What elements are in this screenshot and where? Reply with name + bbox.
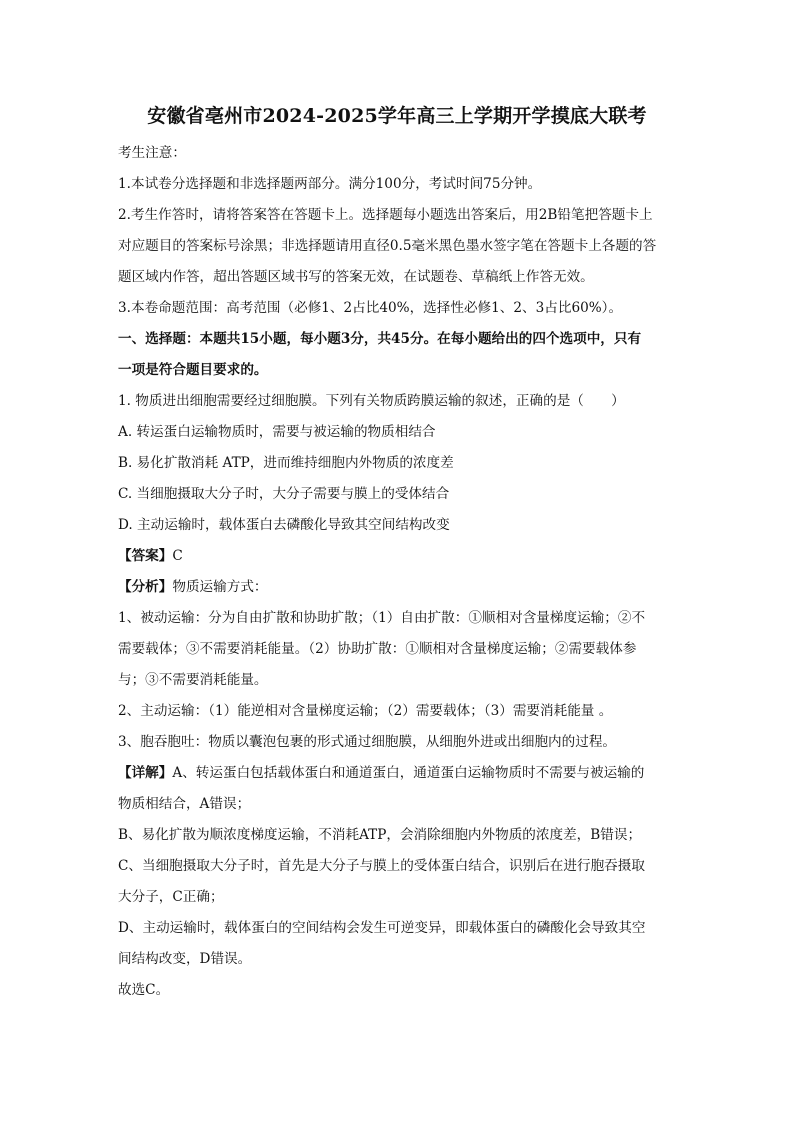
- analysis-line: 需要载体；③不需要消耗能量。（2）协助扩散：①顺相对含量梯度运输；②需要载体参: [118, 641, 637, 657]
- detail-line: B、易化扩散为顺浓度梯度运输，不消耗ATP，会消除细胞内外物质的浓度差，B错误；: [118, 827, 642, 843]
- detail-line: 物质相结合，A错误；: [118, 796, 251, 812]
- answer-value: C: [172, 548, 183, 564]
- notice-line: 3.本卷命题范围：高考范围（必修1、2占比40%，选择性必修1、2、3占比60%）。: [118, 300, 623, 316]
- conclusion-line: 故选C。: [118, 982, 170, 998]
- analysis-line: 1、被动运输：分为自由扩散和协助扩散；（1）自由扩散：①顺相对含量梯度运输；②不: [118, 610, 646, 626]
- option-c: C. 当细胞摄取大分子时，大分子需要与膜上的受体结合: [118, 486, 450, 502]
- option-a: A. 转运蛋白运输物质时，需要与被运输的物质相结合: [118, 424, 436, 440]
- document-title: 安徽省亳州市2024-2025学年高三上学期开学摸底大联考: [147, 105, 647, 127]
- option-b: B. 易化扩散消耗 ATP，进而维持细胞内外物质的浓度差: [118, 455, 454, 471]
- analysis-intro: 物质运输方式：: [172, 579, 268, 595]
- answer-line: [118, 541, 676, 572]
- notice-heading: 考生注意：: [118, 145, 186, 161]
- detail-line: C、当细胞摄取大分子时，首先是大分子与膜上的受体蛋白结合，识别后在进行胞吞摄取: [118, 858, 645, 874]
- question-stem: 1. 物质进出细胞需要经过细胞膜。下列有关物质跨膜运输的叙述，正确的是（ ）: [118, 393, 625, 409]
- analysis-line: 与；③不需要消耗能量。: [118, 672, 268, 688]
- analysis-line: 2、主动运输：（1）能逆相对含量梯度运输；（2）需要载体；（3）需要消耗能量 。: [118, 703, 613, 719]
- detail-tag: 【详解】: [118, 765, 173, 781]
- notice-line: 题区域内作答，超出答题区域书写的答案无效，在试题卷、草稿纸上作答无效。: [118, 269, 594, 285]
- notice-line: 1.本试卷分选择题和非选择题两部分。满分100分，考试时间75分钟。: [118, 176, 542, 192]
- detail-line: 大分子，C正确；: [118, 889, 224, 905]
- section-heading: 一、选择题：本题共15小题，每小题3分，共45分。在每小题给出的四个选项中，只有: [118, 331, 642, 347]
- detail-line: 间结构改变，D错误。: [118, 951, 252, 967]
- analysis-heading: [118, 572, 676, 603]
- detail-first-line: A、转运蛋白包括载体蛋白和通道蛋白，通道蛋白运输物质时不需要与被运输的: [172, 765, 645, 781]
- detail-heading: [118, 758, 676, 789]
- analysis-tag: 【分析】: [118, 579, 173, 595]
- detail-line: D、主动运输时，载体蛋白的空间结构会发生可逆变异，即载体蛋白的磷酸化会导致其空: [118, 920, 646, 936]
- notice-line: 2.考生作答时，请将答案答在答题卡上。选择题每小题选出答案后，用2B铅笔把答题卡上: [118, 207, 653, 223]
- analysis-line: 3、胞吞胞吐：物质以囊泡包裹的形式通过细胞膜，从细胞外进或出细胞内的过程。: [118, 734, 617, 750]
- answer-tag: 【答案】: [118, 548, 173, 564]
- notice-line: 对应题目的答案标号涂黑；非选择题请用直径0.5毫米黑色墨水签字笔在答题卡上各题的答: [118, 238, 657, 254]
- section-heading: 一项是符合题目要求的。: [118, 362, 268, 378]
- option-d: D. 主动运输时，载体蛋白去磷酸化导致其空间结构改变: [118, 517, 450, 533]
